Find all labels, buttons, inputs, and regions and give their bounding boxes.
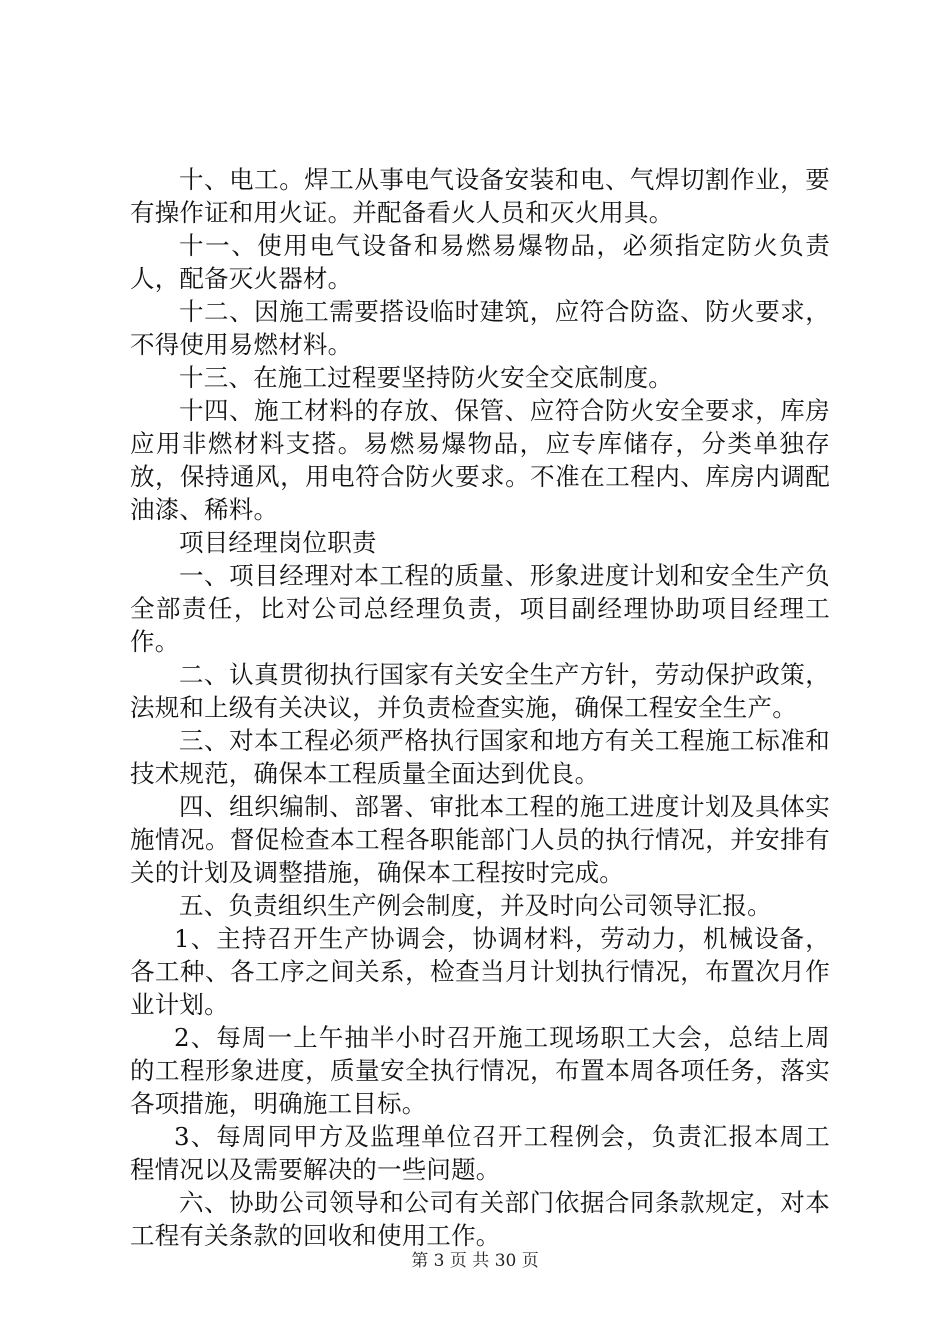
paragraph: 十二、因施工需要搭设临时建筑，应符合防盗、防火要求，不得使用易燃材料。 [130, 297, 830, 359]
paragraph: 2、每周一上午抽半小时召开施工现场职工大会，总结上周的工程形象进度，质量安全执行情况，布置本周各项任务，落实各项措施，明确施工目标。 [130, 1023, 830, 1118]
paragraph: 六、协助公司领导和公司有关部门依据合同条款规定，对本工程有关条款的回收和使用工作。 [130, 1188, 830, 1250]
paragraph: 五、负责组织生产例会制度，并及时向公司领导汇报。 [179, 891, 772, 920]
paragraph: 一、项目经理对本工程的质量、形象进度计划和安全生产负全部责任，比对公司总经理负责，项目副经理协助项目经理工作。 [130, 561, 830, 656]
paragraph: 3、每周同甲方及监理单位召开工程例会，负责汇报本周工程情况以及需要解决的一些问题。 [130, 1122, 830, 1184]
document-body [130, 163, 830, 1252]
paragraph: 十四、施工材料的存放、保管、应符合防火安全要求，库房应用非燃材料支搭。易燃易爆物品，应专库储存，分类单独存放，保持通风，用电符合防火要求。不准在工程内、库房内调配油漆、稀料。 [130, 396, 830, 524]
paragraph: 三、对本工程必须严格执行国家和地方有关工程施工标准和技术规范，确保本工程质量全面达到优良。 [130, 726, 830, 788]
section-heading: 项目经理岗位职责 [179, 528, 377, 557]
paragraph: 四、组织编制、部署、审批本工程的施工进度计划及具体实施情况。督促检查本工程各职能部门人员的执行情况，并安排有关的计划及调整措施，确保本工程按时完成。 [130, 792, 830, 887]
paragraph: 十一、使用电气设备和易燃易爆物品，必须指定防火负责人，配备灭火器材。 [130, 231, 830, 293]
page-number-footer: 第 3 页 共 30 页 [411, 1251, 539, 1271]
paragraph: 1、主持召开生产协调会，协调材料，劳动力，机械设备，各工种、各工序之间关系，检查当月计划执行情况，布置次月作业计划。 [130, 924, 830, 1019]
paragraph: 二、认真贯彻执行国家有关安全生产方针，劳动保护政策，法规和上级有关决议，并负责检查实施，确保工程安全生产。 [130, 660, 830, 722]
paragraph: 十、电工。焊工从事电气设备安装和电、气焊切割作业，要有操作证和用火证。并配备看火人员和灭火用具。 [130, 165, 830, 227]
paragraph: 十三、在施工过程要坚持防火安全交底制度。 [179, 363, 673, 392]
